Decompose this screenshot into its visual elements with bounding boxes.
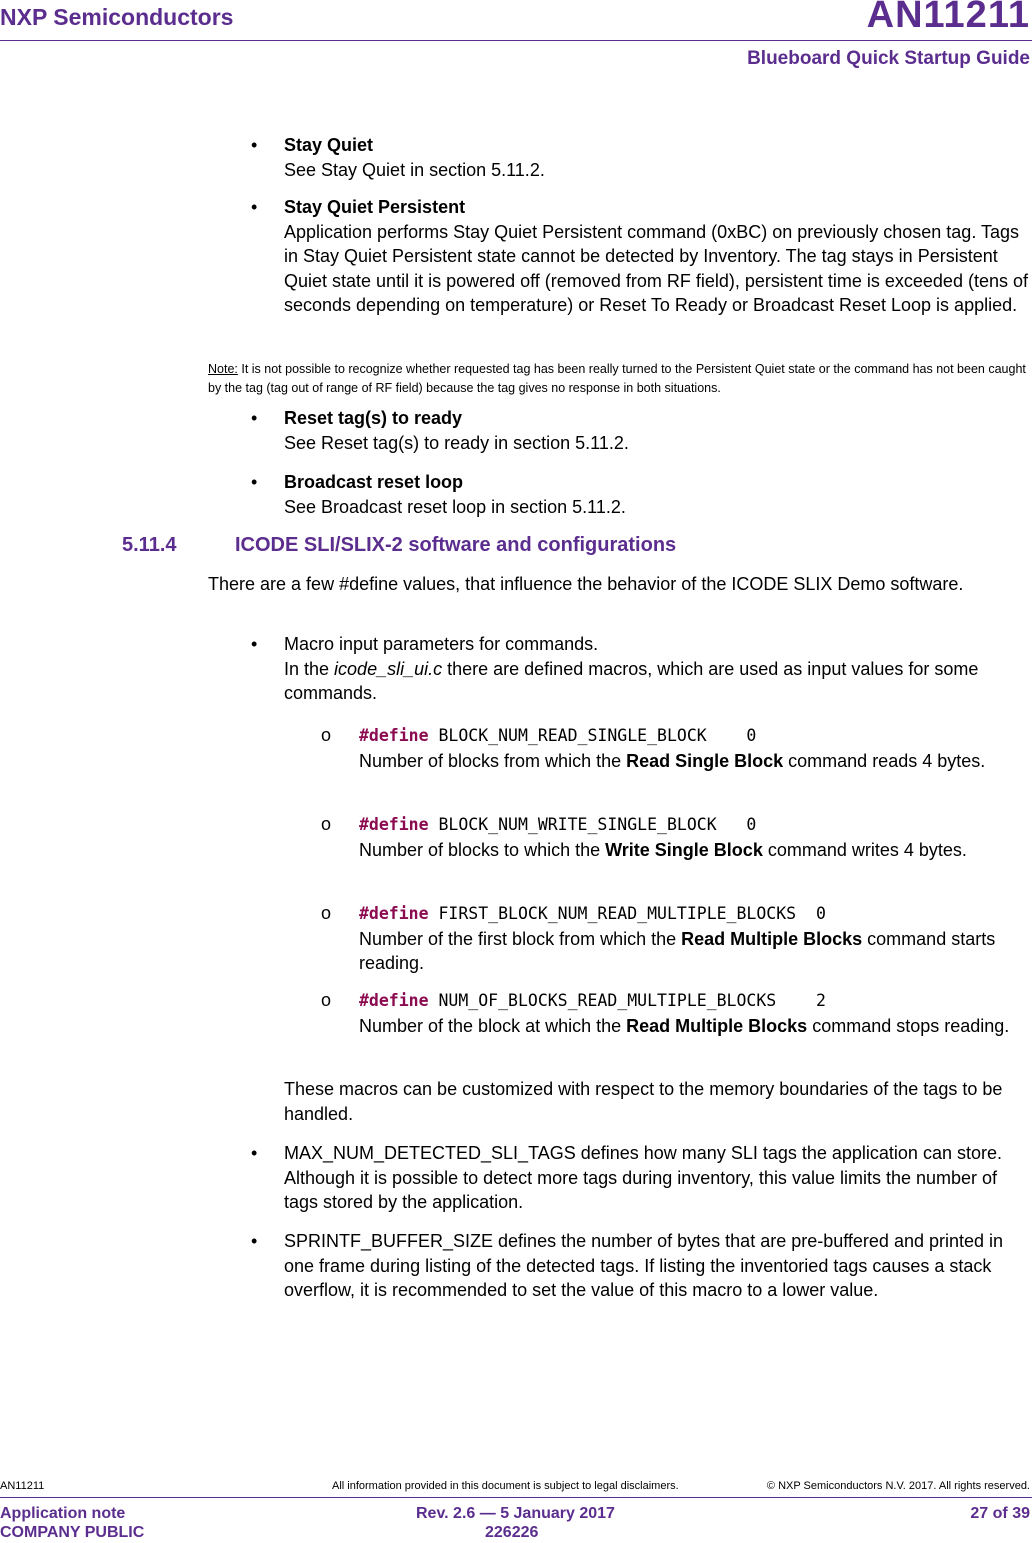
define-item (359, 988, 1032, 1038)
footer-doc-number: 226226 (485, 1524, 539, 1541)
define-name: BLOCK_NUM_WRITE_SINGLE_BLOCK 0 (428, 815, 757, 834)
list-item (284, 195, 1032, 318)
command-name: Read Multiple Blocks (681, 928, 863, 949)
footer-revision: Rev. 2.6 — 5 January 2017 (416, 1505, 615, 1522)
command-name: Read Single Block (626, 750, 784, 771)
bullet-marker: • (251, 634, 258, 654)
note-label: Note: (208, 362, 238, 376)
section-number: 5.11.4 (122, 534, 177, 556)
list-item (284, 406, 1032, 455)
define-item (359, 723, 1032, 773)
item-title: Stay Quiet Persistent (284, 197, 466, 217)
define-code-line (359, 815, 756, 834)
section-intro: There are a few #define values, that influence the behavior of the ICODE SLIX Demo software. (208, 574, 964, 594)
list-item: SPRINTF_BUFFER_SIZE defines the number of bytes that are pre-buffered and printed in one frame during listing of the detected tags. If listing the inventoried tags causes a stack overflow, it is recommended to set the value of this macro to a lower value. (284, 1231, 1004, 1301)
define-name: FIRST_BLOCK_NUM_READ_MULTIPLE_BLOCKS 0 (428, 904, 826, 923)
note-text: It is not possible to recognize whether requested tag has been really turned to the Persistent Quiet state or the command has not been caught by the tag (tag out of range of RF field) because the tag gives no response in both situations. (208, 362, 1026, 395)
define-desc-pre: Number of the first block from which the (359, 928, 682, 949)
list-item (284, 133, 1032, 182)
list-item (284, 470, 1032, 519)
macro-params-title: Macro input parameters for commands. (284, 634, 599, 654)
bullet-marker: • (251, 408, 258, 428)
command-name: Write Single Block (605, 839, 763, 860)
command-name: Read Multiple Blocks (626, 1015, 808, 1036)
item-title: Broadcast reset loop (284, 472, 464, 492)
footer-classification: COMPANY PUBLIC (0, 1524, 145, 1541)
macro-params-item (284, 632, 1032, 706)
item-text: See Stay Quiet in section 5.11.2. (284, 159, 545, 180)
item-text: Application performs Stay Quiet Persistent command (0xBC) on previously chosen tag. Tags in Stay Quiet Persistent state cannot be detected by Inventory. The tag stays in Persistent Quiet state until it is powered off (removed from RF field), persistent time is exceeded (tens of seconds depending on temperature) or Reset To Ready or Broadcast Reset Loop is applied. (284, 221, 1028, 316)
sub-bullet-marker: o (321, 814, 332, 834)
define-item (359, 812, 1032, 862)
footer-divider (0, 1497, 1032, 1498)
footer-doc-id: AN11211 (0, 1480, 45, 1492)
define-desc-post: command reads 4 bytes. (783, 750, 986, 771)
sub-bullet-marker: o (321, 990, 332, 1010)
define-keyword: #define (359, 726, 429, 745)
define-code-line (359, 904, 826, 923)
footer-doc-type: Application note (0, 1505, 126, 1522)
define-keyword: #define (359, 815, 429, 834)
source-file-name: icode_sli_ui.c (334, 658, 443, 679)
define-name: BLOCK_NUM_READ_SINGLE_BLOCK 0 (428, 726, 757, 745)
document-id: AN11211 (866, 0, 1030, 36)
sub-bullet-marker: o (321, 725, 332, 745)
document-subtitle: Blueboard Quick Startup Guide (747, 48, 1030, 69)
define-desc-pre: Number of the block at which the (359, 1015, 627, 1036)
bullet-marker: • (251, 472, 258, 492)
define-desc-pre: Number of blocks to which the (359, 839, 606, 860)
define-code-line (359, 991, 826, 1010)
define-keyword: #define (359, 904, 429, 923)
footer-page-number: 27 of 39 (970, 1505, 1030, 1522)
bullet-marker: • (251, 1143, 258, 1163)
section-title: ICODE SLI/SLIX-2 software and configurations (235, 534, 677, 556)
bullet-marker: • (251, 1231, 258, 1251)
item-title: Stay Quiet (284, 135, 374, 155)
define-name: NUM_OF_BLOCKS_READ_MULTIPLE_BLOCKS 2 (428, 991, 826, 1010)
define-desc-post: command starts reading. (359, 928, 996, 974)
define-desc-post: command writes 4 bytes. (762, 839, 967, 860)
bullet-marker: • (251, 135, 258, 155)
note-paragraph (208, 360, 1032, 398)
company-name: NXP Semiconductors (0, 4, 234, 30)
footer-copyright: © NXP Semiconductors N.V. 2017. All rights reserved. (766, 1480, 1030, 1492)
bullet-marker: • (251, 197, 258, 217)
item-text: See Broadcast reset loop in section 5.11.2. (284, 496, 626, 517)
footer-disclaimer: All information provided in this document is subject to legal disclaimers. (332, 1480, 679, 1492)
define-item (359, 901, 1032, 976)
sub-bullet-marker: o (321, 903, 332, 923)
macros-note: These macros can be customized with respect to the memory boundaries of the tags to be handled. (284, 1079, 1003, 1124)
header-divider (0, 40, 1032, 41)
list-item: MAX_NUM_DETECTED_SLI_TAGS defines how many SLI tags the application can store. Although it is possible to detect more tags during inventory, this value limits the number of tags stored by the application. (284, 1143, 1002, 1213)
define-code-line (359, 726, 756, 745)
macro-params-pre: In the (284, 658, 335, 679)
item-text: See Reset tag(s) to ready in section 5.11.2. (284, 432, 629, 453)
macro-params-post: there are defined macros, which are used as input values for some commands. (284, 658, 979, 704)
item-title: Reset tag(s) to ready (284, 408, 463, 428)
define-desc-pre: Number of blocks from which the (359, 750, 627, 771)
define-desc-post: command stops reading. (807, 1015, 1010, 1036)
define-keyword: #define (359, 991, 429, 1010)
